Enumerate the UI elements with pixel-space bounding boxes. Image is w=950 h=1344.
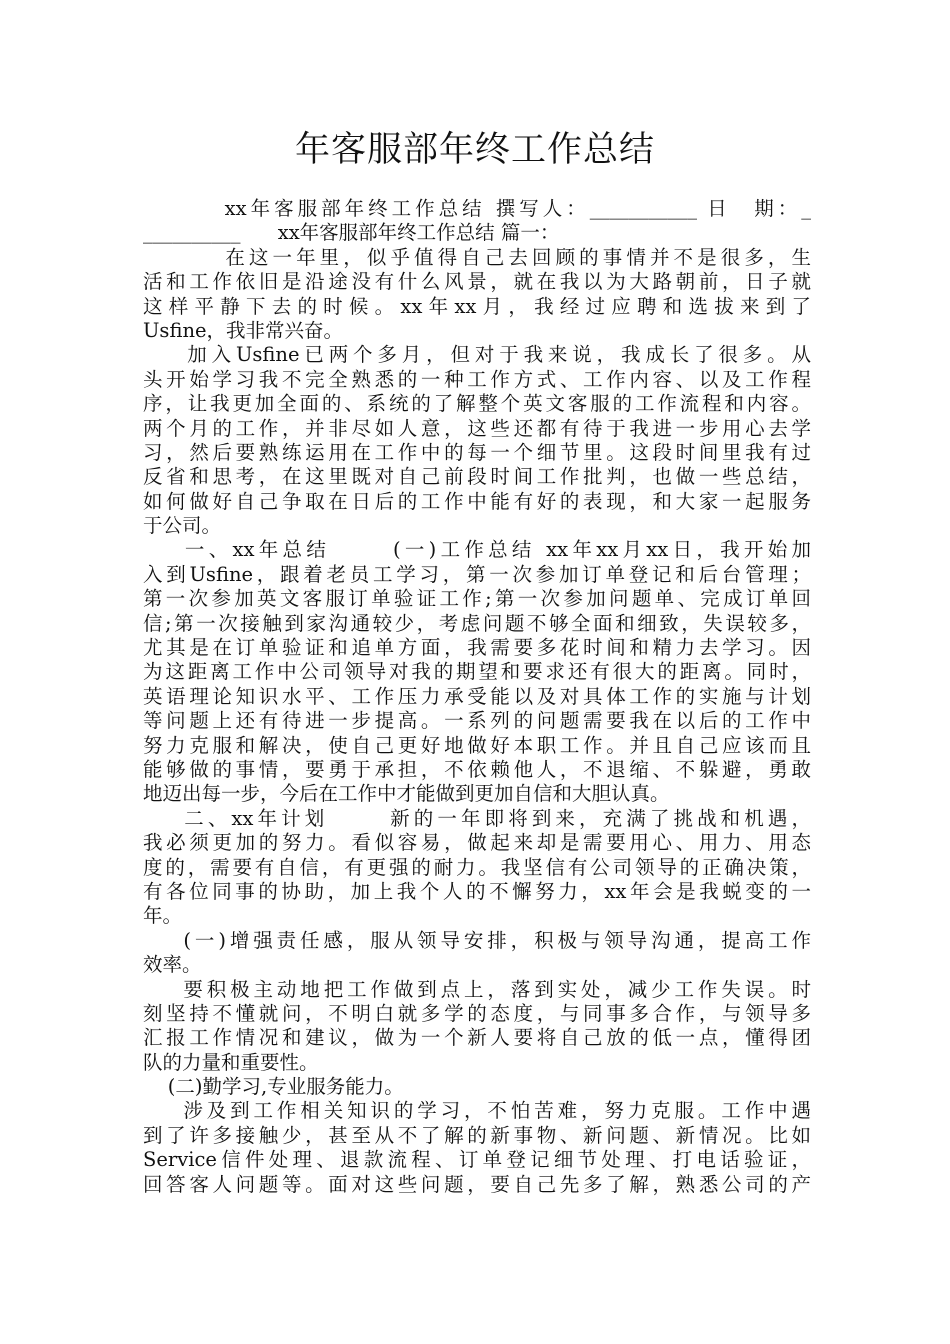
text-line: 刻坚持不懂就问，不明白就多学的态度，与同事多合作，与领导多 xyxy=(143,1001,811,1025)
document-body xyxy=(143,197,811,1197)
text-line: 第一次参加英文客服订单验证工作;第一次参加问题单、完成订单回 xyxy=(143,587,811,611)
text-line: 有各位同事的协助，加上我个人的不懈努力，xx年会是我蜕变的一 xyxy=(143,879,811,903)
text-line: 反省和思考，在这里既对自己前段时间工作批判，也做一些总结， xyxy=(143,465,811,489)
text-line: 努力克服和解决，使自己更好地做好本职工作。并且自己应该而且 xyxy=(143,733,811,757)
text-line: 要积极主动地把工作做到点上，落到实处，减少工作失误。时 xyxy=(143,977,811,1001)
text-line: 习，然后要熟练运用在工作中的每一个细节里。这段时间里我有过 xyxy=(143,440,811,464)
text-line: 这样平静下去的时候。xx年xx月，我经过应聘和选拔来到了 xyxy=(143,294,811,318)
text-line: 一、xx年总结 (一)工作总结 xx年xx月xx日，我开始加 xyxy=(143,538,811,562)
text-line: 汇报工作情况和建议，做为一个新人要将自己放的低一点，懂得团 xyxy=(143,1026,811,1050)
text-line: 度的，需要有自信，有更强的耐力。我坚信有公司领导的正确决策， xyxy=(143,855,811,879)
text-line: 为这距离工作中公司领导对我的期望和要求还有很大的距离。同时， xyxy=(143,660,811,684)
text-line: 年。 xyxy=(143,904,183,928)
text-line: 信;第一次接触到家沟通较少，考虑问题不够全面和细致，失误较多， xyxy=(143,611,811,635)
text-line: Usfine，我非常兴奋。 xyxy=(143,318,344,342)
text-line: 等问题上还有待进一步提高。一系列的问题需要我在以后的工作中 xyxy=(143,709,811,733)
text-line: (一)增强责任感，服从领导安排，积极与领导沟通，提高工作 xyxy=(143,928,811,952)
document-title: 年客服部年终工作总结 xyxy=(294,130,655,170)
text-line: 如何做好自己争取在日后的工作中能有好的表现，和大家一起服务 xyxy=(143,489,811,513)
text-line: 二、xx年计划 新的一年即将到来，充满了挑战和机遇， xyxy=(143,806,811,830)
text-line: __________ xx年客服部年终工作总结 篇一： xyxy=(143,221,560,245)
text-line: xx年客服部年终工作总结 撰写人：___________ 日 期：_ xyxy=(143,197,811,220)
text-line: 涉及到工作相关知识的学习，不怕苦难，努力克服。工作中遇 xyxy=(143,1099,811,1123)
text-line: 回答客人问题等。面对这些问题，要自己先多了解，熟悉公司的产 xyxy=(143,1172,811,1196)
text-line: 尤其是在订单验证和追单方面，我需要多花时间和精力去学习。因 xyxy=(143,636,811,660)
text-line: 队的力量和重要性。 xyxy=(143,1050,319,1074)
text-line: 于公司。 xyxy=(143,514,222,538)
text-line: 地迈出每一步，今后在工作中才能做到更加自信和大胆认真。 xyxy=(143,782,670,806)
text-line: 加入Usfine已两个多月，但对于我来说，我成长了很多。从 xyxy=(143,343,811,367)
text-line: 活和工作依旧是沿途没有什么风景，就在我以为大路朝前，日子就 xyxy=(143,270,811,294)
text-line: 效率。 xyxy=(143,953,202,977)
text-line: (二)勤学习,专业服务能力。 xyxy=(143,1075,404,1099)
text-line: 序，让我更加全面的、系统的了解整个英文客服的工作流程和内容。 xyxy=(143,392,811,416)
text-line: 在这一年里，似乎值得自己去回顾的事情并不是很多，生 xyxy=(143,245,811,269)
text-line: 两个月的工作，并非尽如人意，这些还都有待于我进一步用心去学 xyxy=(143,416,811,440)
text-line: 我必须更加的努力。看似容易，做起来却是需要用心、用力、用态 xyxy=(143,831,811,855)
text-line: 能够做的事情，要勇于承担，不依赖他人，不退缩、不躲避，勇敢 xyxy=(143,757,811,781)
text-line: 到了许多接触少，甚至从不了解的新事物、新问题、新情况。比如 xyxy=(143,1123,811,1147)
text-line: 英语理论知识水平、工作压力承受能以及对具体工作的实施与计划 xyxy=(143,684,811,708)
text-line: Service信件处理、退款流程、订单登记细节处理、打电话验证， xyxy=(143,1148,811,1172)
text-line: 入到Usfine，跟着老员工学习，第一次参加订单登记和后台管理； xyxy=(143,562,811,586)
text-line: 头开始学习我不完全熟悉的一种工作方式、工作内容、以及工作程 xyxy=(143,367,811,391)
